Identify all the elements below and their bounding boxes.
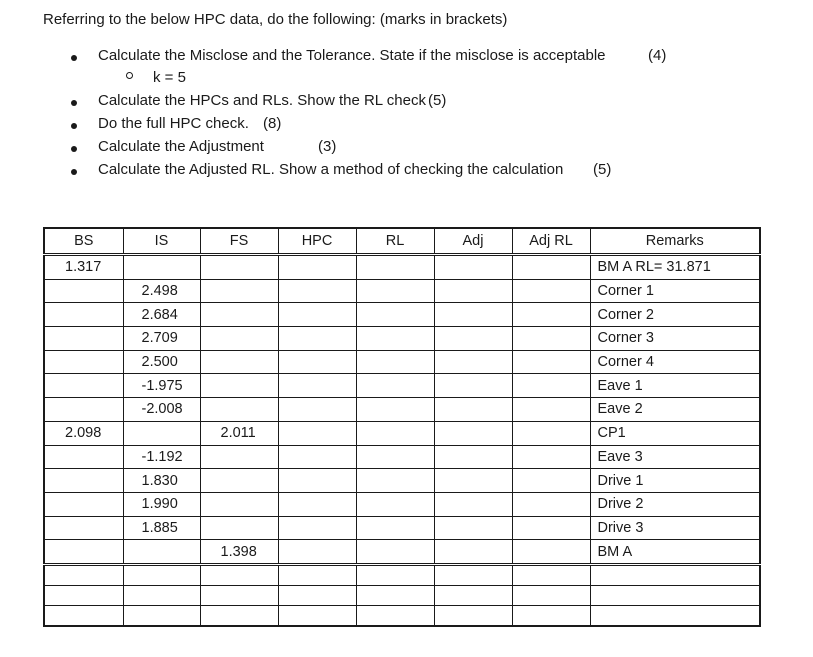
rl-cell — [356, 303, 434, 327]
header-fs: FS — [200, 228, 278, 255]
empty-cell — [200, 605, 278, 626]
adj-rl-cell — [512, 327, 590, 351]
hpc-cell — [278, 374, 356, 398]
header-bs: BS — [44, 228, 123, 255]
is-cell: 1.885 — [123, 516, 200, 540]
header-remarks: Remarks — [590, 228, 760, 255]
rl-cell — [356, 421, 434, 445]
adj-rl-cell — [512, 540, 590, 565]
remarks-cell: Drive 2 — [590, 492, 760, 516]
empty-cell — [356, 605, 434, 626]
adj-cell — [434, 540, 512, 565]
fs-cell: 1.398 — [200, 540, 278, 565]
adj-rl-cell — [512, 445, 590, 469]
rl-cell — [356, 350, 434, 374]
remarks-cell: Eave 1 — [590, 374, 760, 398]
rl-cell — [356, 469, 434, 493]
adj-cell — [434, 255, 512, 280]
bs-cell: 2.098 — [44, 421, 123, 445]
fs-cell — [200, 279, 278, 303]
hpc-cell — [278, 492, 356, 516]
fs-cell — [200, 398, 278, 422]
rl-cell — [356, 516, 434, 540]
fs-cell — [200, 445, 278, 469]
rl-cell — [356, 279, 434, 303]
fs-cell: 2.011 — [200, 421, 278, 445]
empty-cell — [590, 564, 760, 585]
remarks-cell: Drive 3 — [590, 516, 760, 540]
bs-cell — [44, 374, 123, 398]
is-cell: 1.830 — [123, 469, 200, 493]
is-cell: 2.684 — [123, 303, 200, 327]
hpc-cell — [278, 279, 356, 303]
fs-cell — [200, 492, 278, 516]
is-cell: 2.709 — [123, 327, 200, 351]
sub-item-k: k = 5 — [153, 69, 186, 86]
fs-cell — [200, 374, 278, 398]
empty-cell — [44, 564, 123, 585]
is-cell — [123, 421, 200, 445]
table-row — [44, 421, 760, 445]
empty-table-row — [44, 564, 760, 585]
bullet-icon — [71, 169, 77, 175]
bs-cell — [44, 516, 123, 540]
adj-rl-cell — [512, 516, 590, 540]
bs-cell — [44, 327, 123, 351]
table-header-row — [44, 228, 760, 255]
rl-cell — [356, 492, 434, 516]
bullet-icon — [71, 100, 77, 106]
adj-rl-cell — [512, 492, 590, 516]
adj-cell — [434, 279, 512, 303]
header-is: IS — [123, 228, 200, 255]
fs-cell — [200, 303, 278, 327]
task-5-text: Calculate the Adjusted RL. Show a method of checking the calculation — [98, 161, 564, 178]
header-rl: RL — [356, 228, 434, 255]
adj-rl-cell — [512, 350, 590, 374]
adj-cell — [434, 374, 512, 398]
task-3-marks: (8) — [263, 115, 282, 132]
empty-cell — [123, 585, 200, 605]
task-1-marks: (4) — [648, 47, 667, 64]
bullet-icon — [71, 146, 77, 152]
bs-cell — [44, 279, 123, 303]
adj-cell — [434, 350, 512, 374]
task-1-text: Calculate the Misclose and the Tolerance. State if the misclose is acceptable — [98, 47, 606, 64]
table-row — [44, 279, 760, 303]
empty-cell — [278, 605, 356, 626]
fs-cell — [200, 516, 278, 540]
adj-cell — [434, 516, 512, 540]
is-cell: -2.008 — [123, 398, 200, 422]
hpc-cell — [278, 469, 356, 493]
empty-cell — [434, 605, 512, 626]
adj-rl-cell — [512, 421, 590, 445]
empty-cell — [434, 564, 512, 585]
task-4-marks: (3) — [318, 138, 337, 155]
adj-rl-cell — [512, 469, 590, 493]
empty-cell — [44, 605, 123, 626]
remarks-cell: Corner 2 — [590, 303, 760, 327]
remarks-cell: BM A — [590, 540, 760, 565]
empty-cell — [200, 585, 278, 605]
hpc-cell — [278, 398, 356, 422]
empty-cell — [512, 585, 590, 605]
adj-rl-cell — [512, 303, 590, 327]
adj-rl-cell — [512, 398, 590, 422]
adj-rl-cell — [512, 255, 590, 280]
table-row — [44, 540, 760, 565]
table-row — [44, 469, 760, 493]
hpc-cell — [278, 327, 356, 351]
remarks-cell: CP1 — [590, 421, 760, 445]
header-adj-rl: Adj RL — [512, 228, 590, 255]
is-cell — [123, 540, 200, 565]
bs-cell — [44, 469, 123, 493]
adj-cell — [434, 492, 512, 516]
remarks-cell: Eave 3 — [590, 445, 760, 469]
fs-cell — [200, 350, 278, 374]
task-3-text: Do the full HPC check. — [98, 115, 249, 132]
empty-cell — [512, 605, 590, 626]
table-row — [44, 516, 760, 540]
remarks-cell: Corner 3 — [590, 327, 760, 351]
task-4-text: Calculate the Adjustment — [98, 138, 264, 155]
hollow-bullet-icon — [126, 72, 133, 79]
rl-cell — [356, 445, 434, 469]
task-2-marks: (5) — [428, 92, 447, 109]
fs-cell — [200, 255, 278, 280]
adj-cell — [434, 421, 512, 445]
bs-cell — [44, 398, 123, 422]
header-adj: Adj — [434, 228, 512, 255]
empty-cell — [123, 605, 200, 626]
task-2-text: Calculate the HPCs and RLs. Show the RL check — [98, 92, 426, 109]
rl-cell — [356, 398, 434, 422]
hpc-cell — [278, 350, 356, 374]
is-cell: -1.192 — [123, 445, 200, 469]
rl-cell — [356, 374, 434, 398]
fs-cell — [200, 327, 278, 351]
adj-cell — [434, 398, 512, 422]
table-row — [44, 492, 760, 516]
remarks-cell: Eave 2 — [590, 398, 760, 422]
empty-table-row — [44, 605, 760, 626]
hpc-cell — [278, 516, 356, 540]
adj-cell — [434, 469, 512, 493]
adj-rl-cell — [512, 279, 590, 303]
remarks-cell: Drive 1 — [590, 469, 760, 493]
bs-cell — [44, 303, 123, 327]
empty-cell — [278, 585, 356, 605]
empty-cell — [278, 564, 356, 585]
adj-rl-cell — [512, 374, 590, 398]
is-cell: 2.500 — [123, 350, 200, 374]
bs-cell — [44, 540, 123, 565]
hpc-cell — [278, 421, 356, 445]
adj-cell — [434, 303, 512, 327]
hpc-table — [43, 227, 761, 627]
empty-cell — [434, 585, 512, 605]
table-row — [44, 374, 760, 398]
hpc-cell — [278, 255, 356, 280]
task-5-marks: (5) — [593, 161, 612, 178]
empty-cell — [44, 585, 123, 605]
empty-cell — [512, 564, 590, 585]
bs-cell: 1.317 — [44, 255, 123, 280]
hpc-cell — [278, 445, 356, 469]
table-row — [44, 303, 760, 327]
is-cell: -1.975 — [123, 374, 200, 398]
empty-cell — [356, 585, 434, 605]
rl-cell — [356, 255, 434, 280]
adj-cell — [434, 327, 512, 351]
bullet-icon — [71, 55, 77, 61]
empty-cell — [356, 564, 434, 585]
remarks-cell: Corner 1 — [590, 279, 760, 303]
bs-cell — [44, 492, 123, 516]
bs-cell — [44, 350, 123, 374]
empty-cell — [590, 585, 760, 605]
adj-cell — [434, 445, 512, 469]
bullet-icon — [71, 123, 77, 129]
empty-cell — [590, 605, 760, 626]
bs-cell — [44, 445, 123, 469]
table-row — [44, 398, 760, 422]
is-cell: 1.990 — [123, 492, 200, 516]
instructions-intro: Referring to the below HPC data, do the following: (marks in brackets) — [43, 11, 508, 28]
empty-table-row — [44, 585, 760, 605]
rl-cell — [356, 327, 434, 351]
rl-cell — [356, 540, 434, 565]
remarks-cell: BM A RL= 31.871 — [590, 255, 760, 280]
empty-cell — [123, 564, 200, 585]
empty-cell — [200, 564, 278, 585]
remarks-cell: Corner 4 — [590, 350, 760, 374]
header-hpc: HPC — [278, 228, 356, 255]
fs-cell — [200, 469, 278, 493]
is-cell — [123, 255, 200, 280]
hpc-cell — [278, 540, 356, 565]
hpc-cell — [278, 303, 356, 327]
table-row — [44, 350, 760, 374]
table-row — [44, 255, 760, 280]
is-cell: 2.498 — [123, 279, 200, 303]
table-row — [44, 327, 760, 351]
table-row — [44, 445, 760, 469]
